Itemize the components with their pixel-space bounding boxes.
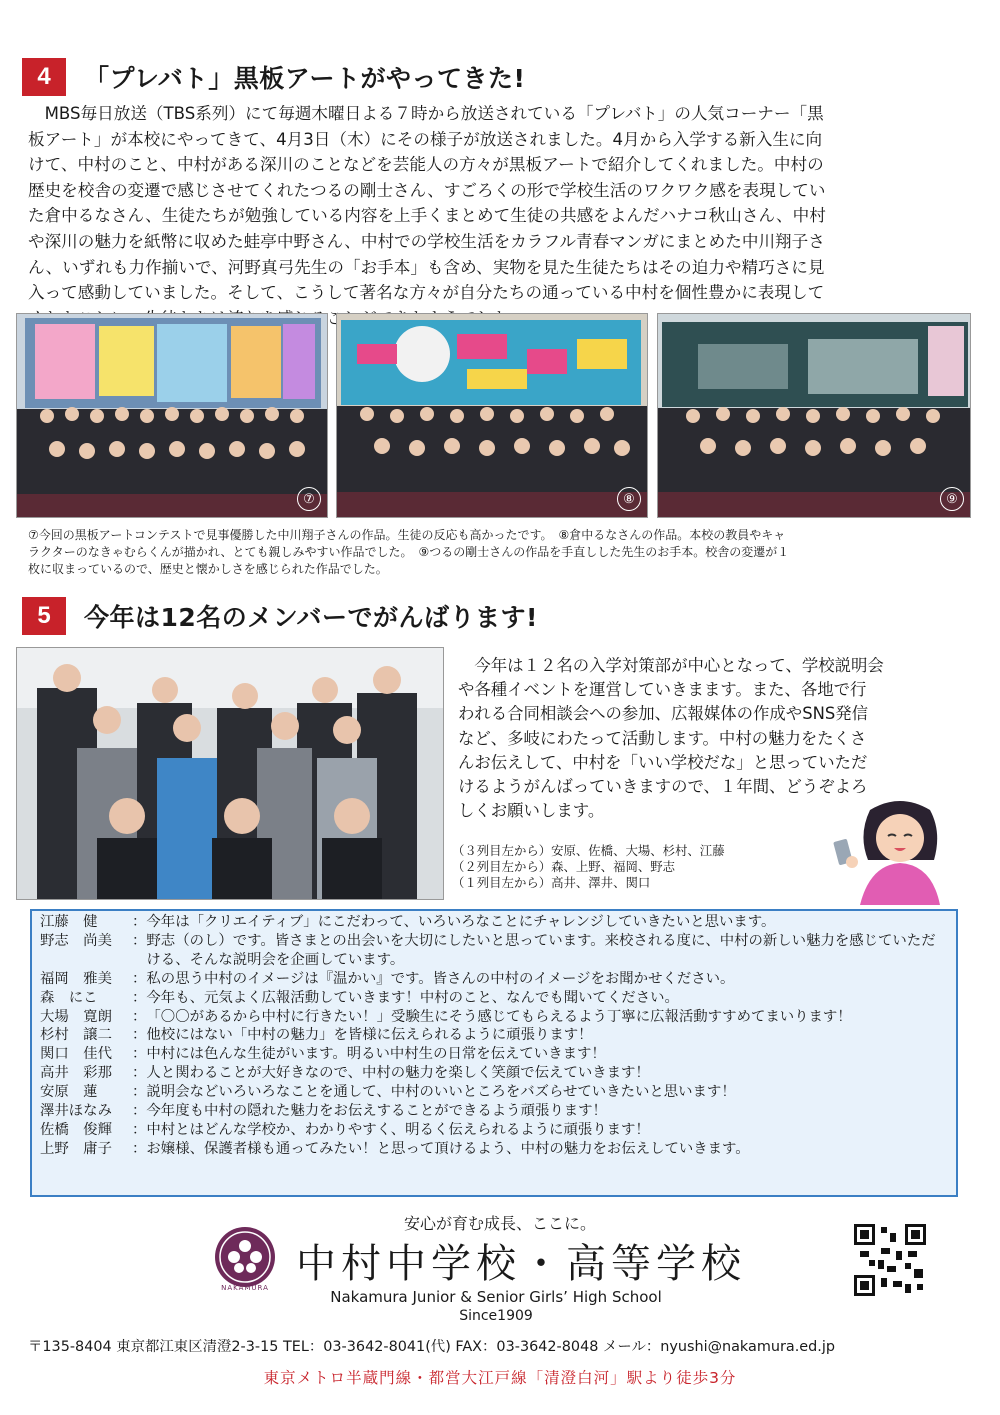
staff-message: お嬢様、保護者様も通ってみたい！と思って頂けるよう、中村の魅力をお伝えしていきます。 bbox=[146, 1140, 750, 1157]
body-line: 歴史を校舎の変遷で感じさせてくれたつるの剛士さん、すごろくの形で学校生活のワクワク感を表現してい bbox=[28, 180, 826, 200]
message-row: 杉村 譲二 ： 他校にはない「中村の魅力」を皆様に伝えられるように頑張ります！ bbox=[40, 1026, 948, 1045]
staff-name: 安原 蓮 bbox=[40, 1084, 98, 1101]
staff-message: 「〇〇があるから中村に行きたい！」受験生にそう感じてもらえるよう丁寧に広報活動すすめてまいります！ bbox=[146, 1008, 852, 1025]
message-row: 高井 彩那 ： 人と関わることが大好きなので、中村の魅力を楽しく笑顔で伝えていきます！ bbox=[40, 1064, 948, 1083]
intro-line: や各種イベントを運営していきまます。また、各地で行 bbox=[458, 680, 867, 700]
staff-name: 森 にこ bbox=[40, 989, 98, 1006]
staff-name: 澤井ほなみ bbox=[40, 1103, 112, 1120]
intro-line: 今年は１２名の入学対策部が中心となって、学校説明会 bbox=[458, 656, 884, 675]
girl-selfie-illustration bbox=[830, 800, 950, 905]
intro-line: われる合同相談会への参加、広報媒体の作成やSNS発信 bbox=[458, 704, 869, 724]
message-row: 上野 庸子 ： お嬢様、保護者様も通ってみたい！と思って頂けるよう、中村の魅力をお伝えしていきます。 bbox=[40, 1140, 948, 1159]
staff-message: 人と関わることが大好きなので、中村の魅力を楽しく笑顔で伝えていきます！ bbox=[146, 1065, 650, 1082]
staff-message: 説明会などいろいろなことを通して、中村のいいところをバズらせていきたいと思います！ bbox=[146, 1084, 736, 1101]
photo-staff-group bbox=[16, 647, 444, 900]
photo-blackboard-art-9 bbox=[657, 313, 971, 518]
message-row: 野志 尚美 ： 野志（のし）です。皆さまとの出会いを大切にしたいと思っています。来校される度に、中村の新しい魅力を感じていただける、そんな説明会を企画しています。 bbox=[40, 932, 948, 970]
staff-message: 今年は「クリエイティブ」にこだわって、いろいろなことにチャレンジしていきたいと思います。 bbox=[146, 914, 776, 930]
section-5-title: 今年は12名のメンバーでがんばります! bbox=[84, 603, 538, 632]
section-4-body bbox=[28, 101, 974, 331]
contact-address: 〒135-8404 東京都江東区清澄2-3-15 TEL：03-3642-8041(代) FAX：03-3642-8048 メール：nyushi@nakamura.ed.jp bbox=[28, 1339, 835, 1355]
body-line: けて、中村のこと、中村がある深川のことなどを芸能人の方々が黒板アートで紹介してくれました。中村の bbox=[28, 155, 824, 175]
message-row: 佐橋 俊輝 ： 中村とはどんな学校か、わかりやすく、明るく伝えられるように頑張ります！ bbox=[40, 1121, 948, 1140]
message-row: 大場 寛朗 ： 「〇〇があるから中村に行きたい！」受験生にそう感じてもらえるよう丁寧に広報活動すすめてまいります！ bbox=[40, 1008, 948, 1027]
body-line: ん、いずれも力作揃いで、河野真弓先生の「お手本」も含め、実物を見た生徒たちはその迫力や精巧さに見 bbox=[28, 257, 825, 277]
photo-number-badge: ⑦ bbox=[297, 487, 321, 511]
body-line: MBS毎日放送（TBS系列）にて毎週木曜日よる７時から放送されている「プレバト」の人気コーナー「黒 bbox=[28, 104, 824, 123]
section-4-title: 「プレバト」黒板アートがやってきた! bbox=[84, 64, 526, 93]
intro-line: けるようがんばっていきますので、１年間、どうぞよろ bbox=[458, 777, 868, 797]
intro-line: んお伝えして、中村を「いい学校だな」と思っていただ bbox=[458, 752, 868, 772]
caption-line: ラクターのなきゃむらくんが描かれ、とても親しみやすい作品でした。 ⑨つるの剛士さんの作品を手直しした先生のお手本。校舎の変遷が１ bbox=[28, 545, 790, 559]
message-row: 江藤 健 ： 今年は「クリエイティブ」にこだわって、いろいろなことにチャレンジしていきたいと思います。 bbox=[40, 913, 948, 932]
staff-name: 福岡 雅美 bbox=[40, 970, 112, 987]
section-4-number: 4 bbox=[22, 58, 66, 96]
caption-line: ⑦今回の黒板アートコンテストで見事優勝した中川翔子さんの作品。生徒の反応も高かったです。 ⑧倉中るなさんの作品。本校の教員やキャ bbox=[28, 528, 786, 542]
staff-name: 江藤 健 bbox=[40, 914, 98, 930]
access-info: 東京メトロ半蔵門線・都営大江戸線「清澄白河」駅より徒歩3分 bbox=[263, 1369, 737, 1387]
message-row: 澤井ほなみ ： 今年度も中村の隠れた魅力をお伝えすることができるよう頑張ります！ bbox=[40, 1102, 948, 1121]
staff-message: 他校にはない「中村の魅力」を皆様に伝えられるように頑張ります！ bbox=[146, 1027, 593, 1044]
school-name-en: Nakamura Junior & Senior Girls’ High School bbox=[330, 1288, 662, 1306]
section-5-header bbox=[22, 597, 538, 635]
staff-name: 上野 庸子 bbox=[40, 1140, 112, 1157]
group-row-names bbox=[452, 843, 725, 892]
message-row: 森 にこ ： 今年も、元気よく広報活動していきます！中村のこと、なんでも聞いてください。 bbox=[40, 989, 948, 1008]
intro-line: しくお願いします。 bbox=[458, 801, 605, 821]
emblem-text: NAKAMURA bbox=[221, 1284, 269, 1292]
body-line: た倉中るなさん、生徒たちが勉強している内容を上手くまとめて生徒の共感をよんだハナコ秋山さん、中村 bbox=[28, 206, 826, 226]
staff-name: 関口 佳代 bbox=[40, 1046, 112, 1063]
photo-number-badge: ⑧ bbox=[617, 487, 641, 511]
staff-messages-box bbox=[30, 909, 958, 1197]
body-line: 入って感動していました。そして、こうして著名な方々が自分たちの通っている中村を個性豊かに表現して bbox=[28, 283, 825, 303]
photo-blackboard-art-7 bbox=[16, 313, 328, 518]
row-names-line: （１列目左から）高井、澤井、関口 bbox=[452, 875, 651, 891]
staff-name: 野志 尚美 bbox=[40, 932, 112, 949]
caption-line: 枚に収まっているので、歴史と懐かしさを感じられた作品でした。 bbox=[28, 562, 388, 576]
photo-number-badge: ⑨ bbox=[940, 487, 964, 511]
staff-name: 佐橋 俊輝 bbox=[40, 1121, 112, 1138]
photo-caption bbox=[28, 527, 976, 578]
staff-message: 野志（のし）です。皆さまとの出会いを大切にしたいと思っています。来校される度に、中村の新しい魅力を感じていただける、そんな説明会を企画しています。 bbox=[146, 932, 936, 968]
staff-name: 杉村 譲二 bbox=[40, 1027, 112, 1044]
school-tagline: 安心が育む成長、ここに。 bbox=[403, 1214, 596, 1233]
section-4-header bbox=[22, 58, 525, 96]
school-since: Since1909 bbox=[459, 1308, 533, 1324]
staff-message: 今年も、元気よく広報活動していきます！中村のこと、なんでも聞いてください。 bbox=[146, 989, 679, 1006]
message-row: 福岡 雅美 ： 私の思う中村のイメージは『温かい』です。皆さんの中村のイメージをお聞かせください。 bbox=[40, 970, 948, 989]
staff-message: 中村には色んな生徒がいます。明るい中村生の日常を伝えていきます！ bbox=[146, 1046, 606, 1063]
body-line: 板アート」が本校にやってきて、4月3日（木）にその様子が放送されました。4月から入学する新入生に向 bbox=[28, 129, 823, 149]
message-row: 安原 蓮 ： 説明会などいろいろなことを通して、中村のいいところをバズらせていきたいと思います！ bbox=[40, 1083, 948, 1102]
school-name-jp: 中村中学校・高等学校 bbox=[296, 1241, 746, 1287]
row-names-line: （３列目左から）安原、佐橋、大場、杉村、江藤 bbox=[452, 843, 725, 858]
staff-name: 高井 彩那 bbox=[40, 1065, 112, 1082]
photo-blackboard-art-8 bbox=[336, 313, 648, 518]
body-line: や深川の魅力を紙幣に収めた蛙亭中野さん、中村での学校生活をカラフル青春マンガにまとめた中川翔子さ bbox=[28, 231, 825, 251]
staff-name: 大場 寛朗 bbox=[40, 1008, 112, 1025]
staff-message: 今年度も中村の隠れた魅力をお伝えすることができるよう頑張ります！ bbox=[146, 1103, 607, 1120]
qr-code[interactable] bbox=[854, 1224, 926, 1296]
staff-message: 私の思う中村のイメージは『温かい』です。皆さんの中村のイメージをお聞かせください。 bbox=[146, 970, 735, 987]
intro-line: など、多岐にわたって活動します。中村の魅力をたくさ bbox=[458, 728, 867, 748]
section-5-intro bbox=[458, 654, 958, 823]
staff-message: 中村とはどんな学校か、わかりやすく、明るく伝えられるように頑張ります！ bbox=[146, 1121, 650, 1138]
section-5-number: 5 bbox=[22, 597, 66, 635]
row-names-line: （２列目左から）森、上野、福岡、野志 bbox=[452, 859, 676, 875]
message-row: 関口 佳代 ： 中村には色んな生徒がいます。明るい中村生の日常を伝えていきます！ bbox=[40, 1045, 948, 1064]
school-emblem bbox=[212, 1226, 278, 1294]
